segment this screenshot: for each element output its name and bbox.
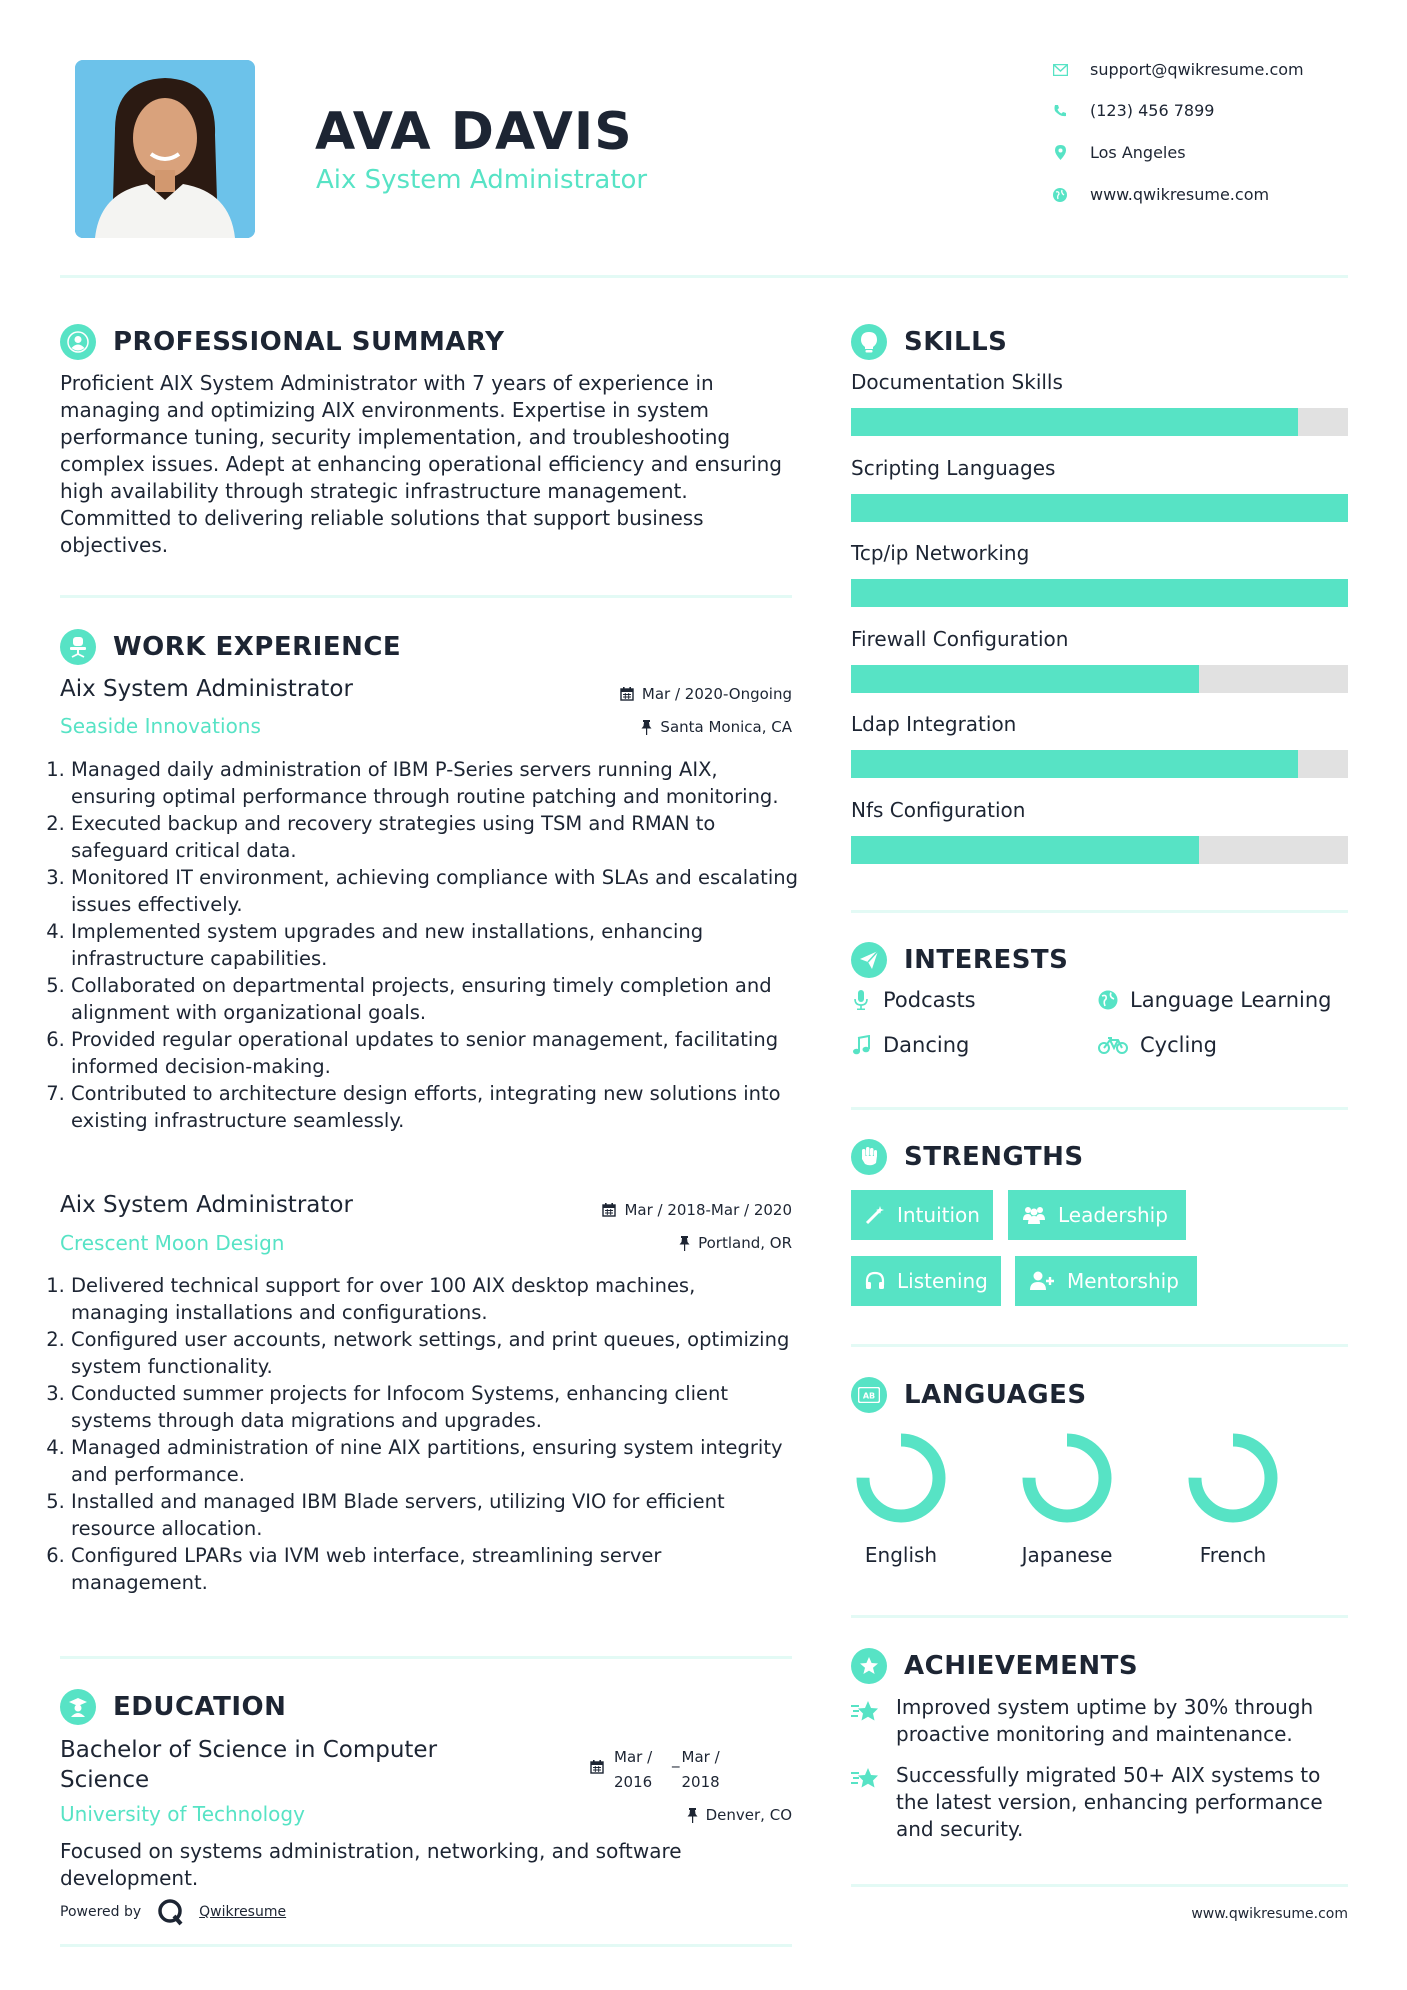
education-degree: Bachelor of Science in Computer Science xyxy=(60,1737,438,1793)
languages-title: LANGUAGES xyxy=(904,1380,1087,1410)
list-item: 6. Configured LPARs via IVM web interface, streamlining server management. xyxy=(71,1542,798,1596)
powered-by xyxy=(60,1898,286,1926)
language-name: French xyxy=(1199,1543,1267,1567)
skill-bar xyxy=(851,665,1348,693)
skill-bar-fill xyxy=(851,750,1298,778)
map-pin-icon xyxy=(1052,145,1068,161)
job-1-company: Seaside Innovations xyxy=(60,714,261,738)
profile-photo xyxy=(75,60,255,238)
education-start: Mar / 2016 xyxy=(614,1748,653,1791)
strength-intuition: Intuition xyxy=(851,1190,993,1240)
skills-title: SKILLS xyxy=(904,327,1008,357)
languages-divider xyxy=(851,1615,1348,1618)
qwikresume-link[interactable]: Qwikresume xyxy=(199,1904,287,1920)
lightbulb-icon xyxy=(851,324,887,360)
job-1-title: Aix System Administrator xyxy=(60,676,353,702)
list-item: 1. Delivered technical support for over 100 AIX desktop machines, managing installations and configurations. xyxy=(71,1272,798,1326)
users-icon xyxy=(1022,1205,1046,1225)
list-item: 5. Installed and managed IBM Blade servers, utilizing VIO for efficient resource allocation. xyxy=(71,1488,798,1542)
education-text: Focused on systems administration, networking, and software development. xyxy=(60,1839,682,1890)
list-item: 2. Executed backup and recovery strategies using TSM and RMAN to safeguard critical data. xyxy=(71,810,798,864)
header-divider xyxy=(60,275,1348,278)
list-item: 3. Conducted summer projects for Infocom Systems, enhancing client systems through data migrations and upgrades. xyxy=(71,1380,798,1434)
skills-heading xyxy=(851,324,1007,360)
contact-phone-text: (123) 456 7899 xyxy=(1090,101,1215,120)
phone-icon xyxy=(1052,103,1068,119)
job-2-title: Aix System Administrator xyxy=(60,1192,353,1218)
skill-bar xyxy=(851,494,1348,522)
globe-icon xyxy=(1098,990,1118,1010)
achievements-divider xyxy=(851,1884,1348,1887)
skill-bar-fill xyxy=(851,665,1199,693)
id-card-icon xyxy=(851,1377,887,1413)
calendar-icon xyxy=(602,1203,616,1217)
strengths-heading xyxy=(851,1139,1084,1175)
bicycle-icon xyxy=(1098,1036,1128,1054)
education-end: Mar / 2018 xyxy=(681,1748,720,1791)
calendar-icon xyxy=(620,687,634,701)
list-item: 3. Monitored IT environment, achieving compliance with SLAs and escalating issues effectively. xyxy=(71,864,798,918)
globe-icon xyxy=(1052,187,1068,203)
job-1-duties xyxy=(53,756,798,1134)
interest-language-learning: Language Learning xyxy=(1098,988,1331,1012)
footer-divider xyxy=(60,1944,792,1947)
skill-bar-fill xyxy=(851,836,1199,864)
languages-heading xyxy=(851,1377,1087,1413)
achievement-2-icon xyxy=(850,1764,880,1798)
pushpin-icon xyxy=(679,1236,690,1251)
candidate-name: AVA DAVIS xyxy=(315,102,633,162)
pushpin-icon xyxy=(687,1808,698,1823)
job-2-duties xyxy=(53,1272,798,1596)
interest-cycling: Cycling xyxy=(1098,1033,1217,1057)
skill-bar xyxy=(851,836,1348,864)
education-dates xyxy=(590,1745,720,1795)
skill-name: Firewall Configuration xyxy=(851,626,1069,651)
interests-title: INTERESTS xyxy=(904,945,1069,975)
skill-bar-fill xyxy=(851,494,1348,522)
achievement-1: Improved system uptime by 30% through proactive monitoring and maintenance. xyxy=(896,1695,1314,1746)
job-2-location: Portland, OR xyxy=(679,1234,792,1252)
contact-phone[interactable] xyxy=(1052,101,1214,120)
job-1-location: Santa Monica, CA xyxy=(641,718,792,736)
candidate-role: Aix System Administrator xyxy=(316,165,648,195)
job-1-dates: Mar / 2020-Ongoing xyxy=(620,685,792,703)
contact-email[interactable] xyxy=(1052,60,1304,79)
education-school: University of Technology xyxy=(60,1802,305,1826)
strength-mentorship: Mentorship xyxy=(1015,1256,1197,1306)
achievement-1-icon xyxy=(850,1697,880,1731)
microphone-icon xyxy=(851,990,871,1010)
language-name: English xyxy=(864,1543,938,1567)
strengths-title: STRENGTHS xyxy=(904,1142,1084,1172)
experience-divider xyxy=(60,1656,792,1659)
interests-heading xyxy=(851,942,1068,978)
skill-name: Documentation Skills xyxy=(851,370,1063,394)
interest-podcasts: Podcasts xyxy=(851,988,976,1012)
list-item: 7. Contributed to architecture design efforts, integrating new solutions into existing infrastructure seamlessly. xyxy=(71,1080,798,1134)
summary-divider xyxy=(60,595,792,598)
interest-dancing: Dancing xyxy=(851,1033,969,1057)
language-ring xyxy=(1187,1432,1279,1528)
education-heading xyxy=(60,1689,286,1725)
list-item: 6. Provided regular operational updates to senior management, facilitating informed decision-making. xyxy=(71,1026,798,1080)
calendar-icon xyxy=(590,1760,604,1774)
language-ring xyxy=(1021,1432,1113,1528)
strengths-divider xyxy=(851,1344,1348,1347)
interests-divider xyxy=(851,1107,1348,1110)
job-2-company: Crescent Moon Design xyxy=(60,1231,285,1255)
graduate-icon xyxy=(60,1689,96,1725)
chair-icon xyxy=(60,629,96,665)
user-plus-icon xyxy=(1029,1271,1055,1291)
paper-plane-icon xyxy=(851,942,887,978)
music-note-icon xyxy=(851,1035,871,1055)
contact-website-text: www.qwikresume.com xyxy=(1090,185,1270,204)
strength-leadership: Leadership xyxy=(1008,1190,1186,1240)
skill-name: Nfs Configuration xyxy=(851,797,1026,822)
footer-website[interactable]: www.qwikresume.com xyxy=(1191,1906,1348,1922)
list-item: 2. Configured user accounts, network settings, and print queues, optimizing system functionality. xyxy=(71,1326,798,1380)
achievement-2: Successfully migrated 50+ AIX systems to the latest version, enhancing performance and security. xyxy=(896,1763,1323,1841)
date-separator: _ xyxy=(672,1750,680,1768)
fist-icon xyxy=(851,1139,887,1175)
contact-location-text: Los Angeles xyxy=(1090,143,1186,162)
powered-by-label: Powered by xyxy=(60,1904,142,1920)
strength-listening: Listening xyxy=(851,1256,1001,1306)
skill-bar xyxy=(851,408,1348,436)
skill-bar-fill xyxy=(851,408,1298,436)
job-2-dates: Mar / 2018-Mar / 2020 xyxy=(602,1201,792,1219)
skill-bar-fill xyxy=(851,579,1348,607)
list-item: 5. Collaborated on departmental projects, ensuring timely completion and alignment with organizational goals. xyxy=(71,972,798,1026)
qwikresume-logo-icon xyxy=(157,1898,185,1926)
summary-title: PROFESSIONAL SUMMARY xyxy=(113,327,505,357)
summary-text: Proficient AIX System Administrator with 7 years of experience in managing and optimizing AIX environments. Expertise in system performance tuning, security implementation, and troubleshooting complex issues. Adept at enhancing operational efficiency and ensuring high availability through strategic infrastructure management. Committed to delivering reliable solutions that support business objectives. xyxy=(60,371,782,557)
skill-name: Tcp/ip Networking xyxy=(851,541,1030,565)
pushpin-icon xyxy=(641,720,652,735)
list-item: 1. Managed daily administration of IBM P-Series servers running AIX, ensuring optimal performance through routine patching and monitoring. xyxy=(71,756,798,810)
contact-website[interactable] xyxy=(1052,185,1269,204)
skill-bar xyxy=(851,750,1348,778)
contact-location xyxy=(1052,143,1186,162)
svg-text:AB: AB xyxy=(862,1391,876,1401)
achievements-heading xyxy=(851,1648,1138,1684)
experience-heading xyxy=(60,629,401,665)
education-title: EDUCATION xyxy=(113,1692,287,1722)
language-ring xyxy=(855,1432,947,1528)
language-name: Japanese xyxy=(1021,1543,1113,1567)
skill-bar xyxy=(851,579,1348,607)
star-badge-icon xyxy=(851,1648,887,1684)
experience-title: WORK EXPERIENCE xyxy=(113,632,402,662)
list-item: 4. Implemented system upgrades and new installations, enhancing infrastructure capabilities. xyxy=(71,918,798,972)
skill-name: Ldap Integration xyxy=(851,712,1017,736)
achievements-title: ACHIEVEMENTS xyxy=(904,1651,1139,1681)
list-item: 4. Managed administration of nine AIX partitions, ensuring system integrity and performance. xyxy=(71,1434,798,1488)
summary-heading xyxy=(60,324,504,360)
contact-email-text: support@qwikresume.com xyxy=(1090,60,1304,79)
envelope-icon xyxy=(1052,62,1068,78)
skill-name: Scripting Languages xyxy=(851,455,1056,480)
user-icon xyxy=(60,324,96,360)
headphones-icon xyxy=(865,1271,885,1291)
magic-wand-icon xyxy=(865,1205,885,1225)
education-location: Denver, CO xyxy=(687,1806,792,1824)
skills-divider xyxy=(851,910,1348,913)
